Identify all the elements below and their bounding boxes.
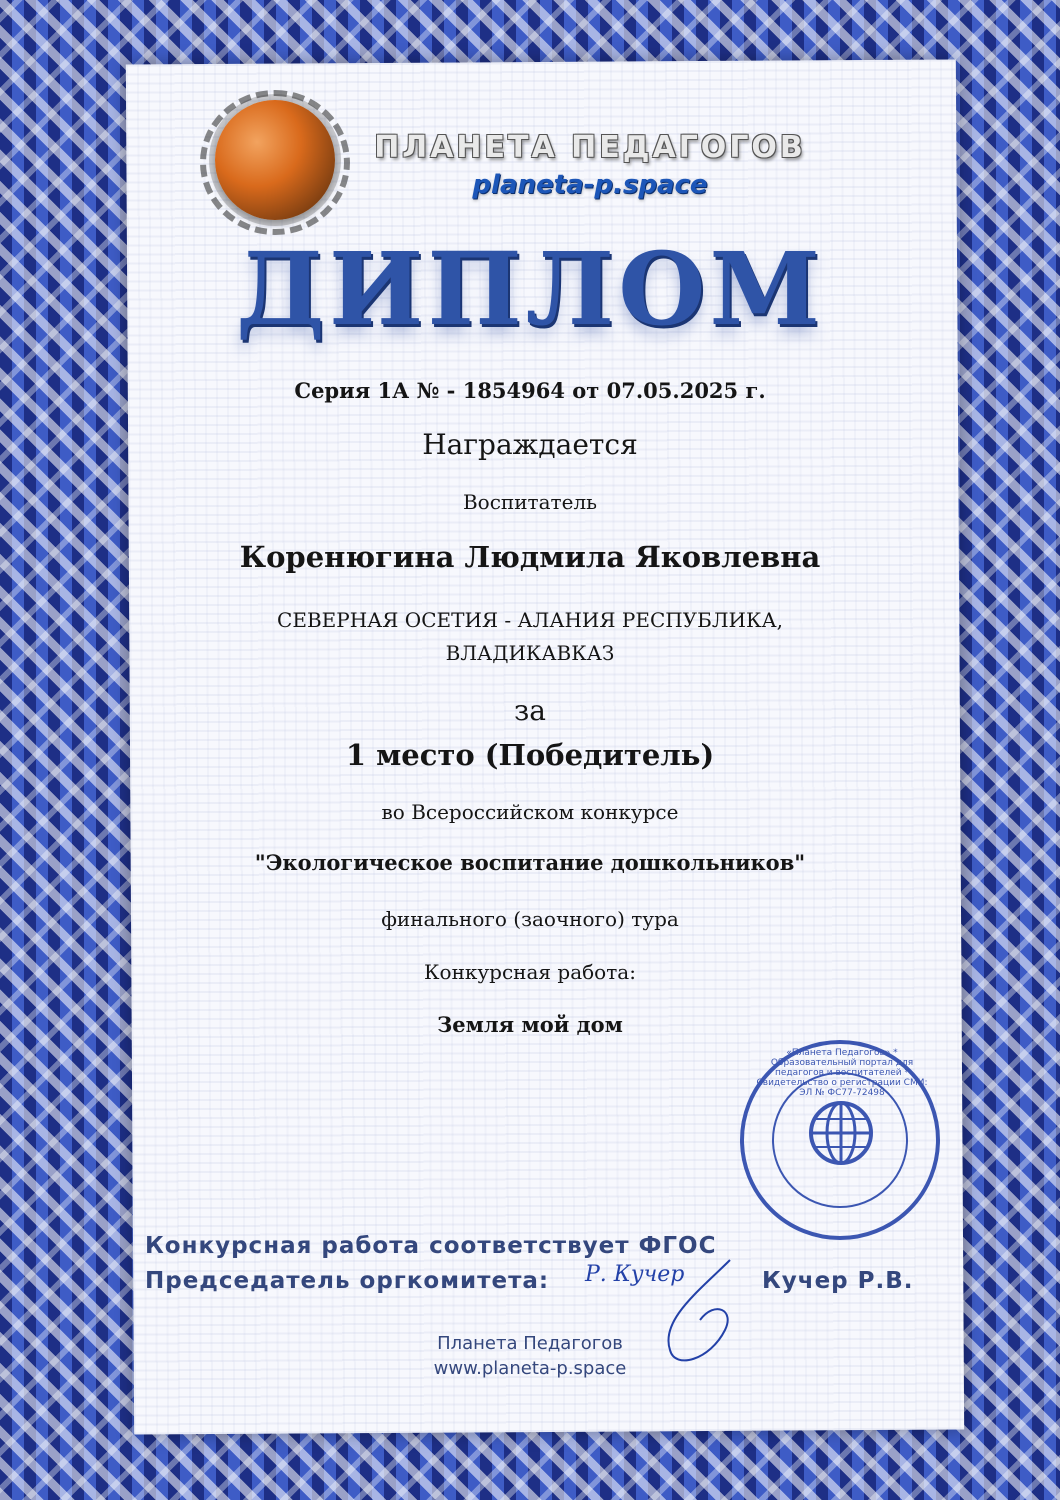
chair-name: Кучер Р.В. bbox=[762, 1268, 914, 1294]
diploma-title: ДИПЛОМ bbox=[235, 230, 825, 348]
for-label: за bbox=[514, 694, 546, 727]
brand-url: planeta-p.space bbox=[472, 170, 708, 200]
contest-name: "Экологическое воспитание дошкольников" bbox=[254, 850, 806, 875]
person-position: Воспитатель bbox=[462, 490, 598, 514]
official-stamp bbox=[740, 1040, 940, 1240]
region-line-1: СЕВЕРНАЯ ОСЕТИЯ - АЛАНИЯ РЕСПУБЛИКА, bbox=[277, 608, 783, 632]
contest-intro: во Всероссийском конкурсе bbox=[381, 800, 679, 824]
chair-label: Председатель оргкомитета: bbox=[145, 1268, 550, 1294]
person-region bbox=[130, 604, 930, 670]
work-label: Конкурсная работа: bbox=[424, 960, 636, 984]
signature: Р. Кучер bbox=[585, 1262, 685, 1287]
contest-tour: финального (заочного) тура bbox=[381, 907, 679, 931]
person-name: Коренюгина Людмила Яковлевна bbox=[239, 540, 821, 574]
org-name: Планета Педагогов bbox=[437, 1333, 623, 1354]
brand-name: ПЛАНЕТА ПЕДАГОГОВ bbox=[374, 130, 806, 165]
series-number: Серия 1А № - 1854964 от 07.05.2025 г. bbox=[294, 378, 766, 403]
stamp-text: «Планета Педагогов» * Образовательный портал для педагогов и воспитателей * Свидетельство о регистрации СМИ: ЭЛ № ФС77-72498 bbox=[756, 1048, 928, 1098]
fgos-compliance: Конкурсная работа соответствует ФГОС bbox=[145, 1233, 717, 1259]
region-line-2: ВЛАДИКАВКАЗ bbox=[445, 641, 615, 665]
work-title: Земля мой дом bbox=[437, 1012, 623, 1037]
globe-logo-icon bbox=[215, 100, 335, 220]
awarded-label: Награждается bbox=[422, 428, 638, 461]
globe-stamp-icon bbox=[808, 1100, 874, 1166]
org-url: www.planeta-p.space bbox=[433, 1358, 627, 1379]
award-place: 1 место (Победитель) bbox=[345, 738, 715, 772]
